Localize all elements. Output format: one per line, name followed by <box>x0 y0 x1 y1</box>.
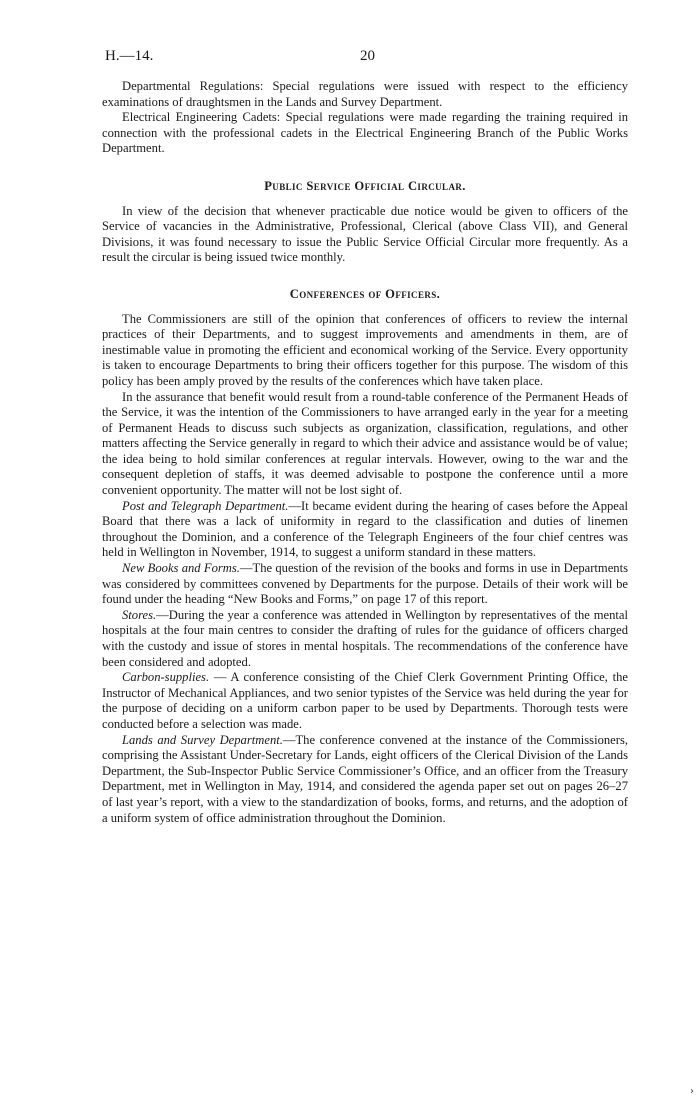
paragraph-lands-survey <box>102 733 628 827</box>
paragraph-new-books-forms <box>102 561 628 608</box>
subheading-new-books-forms: New Books and Forms. <box>122 561 240 576</box>
subheading-post-telegraph: Post and Telegraph Department. <box>122 498 289 513</box>
paragraph-round-table-conference: In the assurance that benefit would result from a round-table conference of the Permanent Heads of the Service, it was the intention of the Commissioners to have arranged early in the year for a meeting of Permanent Heads to discuss such subjects as organization, classification, regulations, and other matters affecting the Service generally in regard to which their advice and assistance would be of value; the idea being to hold similar conferences at regular intervals. However, owing to the war and the consequent depletion of staffs, it was deemed advisable to postpone the conference until a more convenient opportunity. The matter will not be lost sight of. <box>102 389 628 498</box>
subheading-stores: Stores. <box>122 607 157 622</box>
subheading-lands-survey: Lands and Survey Department. <box>122 732 283 747</box>
margin-mark: › <box>690 1086 694 1097</box>
section-heading-conferences: Conferences of Officers. <box>289 286 441 301</box>
text-carbon-supplies: — A conference consisting of the Chief Clerk Government Printing Office, the Instructor of Mechanical Appliances, and two senior typistes of the Service was held during the year for the purpose of deciding on a uniform carbon paper to be used by Departments. Thorough tests were conducted before a selection was made. <box>102 670 628 731</box>
body-text <box>102 79 628 826</box>
paragraph-official-circular: In view of the decision that whenever practicable due notice would be given to officers of the Service of vacancies in the Administrative, Professional, Clerical (above Class VII), and General Divisions, it was found necessary to issue the Public Service Official Circular more frequently. As a result the circular is being issued twice monthly. <box>102 203 628 265</box>
paragraph-post-telegraph <box>102 499 628 561</box>
paragraph-stores <box>102 608 628 670</box>
document-reference: H.—14. <box>105 48 154 64</box>
text-stores: —During the year a conference was attended in Wellington by representatives of the mental hospitals at the four main centres to consider the drafting of rules for the guidance of officers charged with the custody and issue of stores in mental hospitals. The recommendations of the conference have been considered and adopted. <box>102 607 628 669</box>
paragraph-electrical-engineering-cadets: Electrical Engineering Cadets: Special regulations were made regarding the training required in connection with the professional cadets in the Electrical Engineering Branch of the Public Works Department. <box>102 110 628 156</box>
page-header <box>105 48 640 68</box>
page-number: 20 <box>360 48 375 64</box>
paragraph-carbon-supplies <box>102 670 628 732</box>
text-lands-survey: —The conference convened at the instance of the Commissioners, comprising the Assistant Under-Secretary for Lands, eight officers of the Clerical Division of the Lands Department, the Sub-Inspector Public Service Commissioner’s Office, and an officer from the Treasury Department, met in Wellington in May, 1914, and considered the agenda paper set out on pages 26–27 of last year’s report, with a view to the standardization of books, forms, and returns, and the adoption of a uniform system of office administration throughout the Dominion. <box>102 732 629 825</box>
paragraph-commissioners-opinion: The Commissioners are still of the opinion that conferences of officers to review the internal practices of their Departments, and to suggest improvements and amendments in them, are of inestimable value in promoting the efficient and economical working of the Service. Every opportunity is taken to encourage Departments to bring their officers together for this purpose. The wisdom of this policy has been amply proved by the results of the conferences which have taken place. <box>102 311 628 388</box>
subheading-carbon-supplies: Carbon-supplies. <box>122 670 210 685</box>
text-post-telegraph: —It became evident during the hearing of cases before the Appeal Board that there was a lack of uniformity in regard to the classification and duties of linemen throughout the Dominion, and a conference of the Telegraph Engineers of the four chief centres was held in Wellington in November, 1914, to suggest a uniform standard in these matters. <box>102 498 628 560</box>
section-heading-official-circular: Public Service Official Circular. <box>264 178 466 193</box>
text-new-books-forms: —The question of the revision of the books and forms in use in Departments was considered by committees convened by Departments for the purpose. Details of their work will be found under the heading “New Books and Forms,” on page 17 of this report. <box>102 561 629 607</box>
paragraph-departmental-regulations: Departmental Regulations: Special regulations were issued with respect to the efficiency examinations of draughtsmen in the Lands and Survey Department. <box>102 79 628 109</box>
